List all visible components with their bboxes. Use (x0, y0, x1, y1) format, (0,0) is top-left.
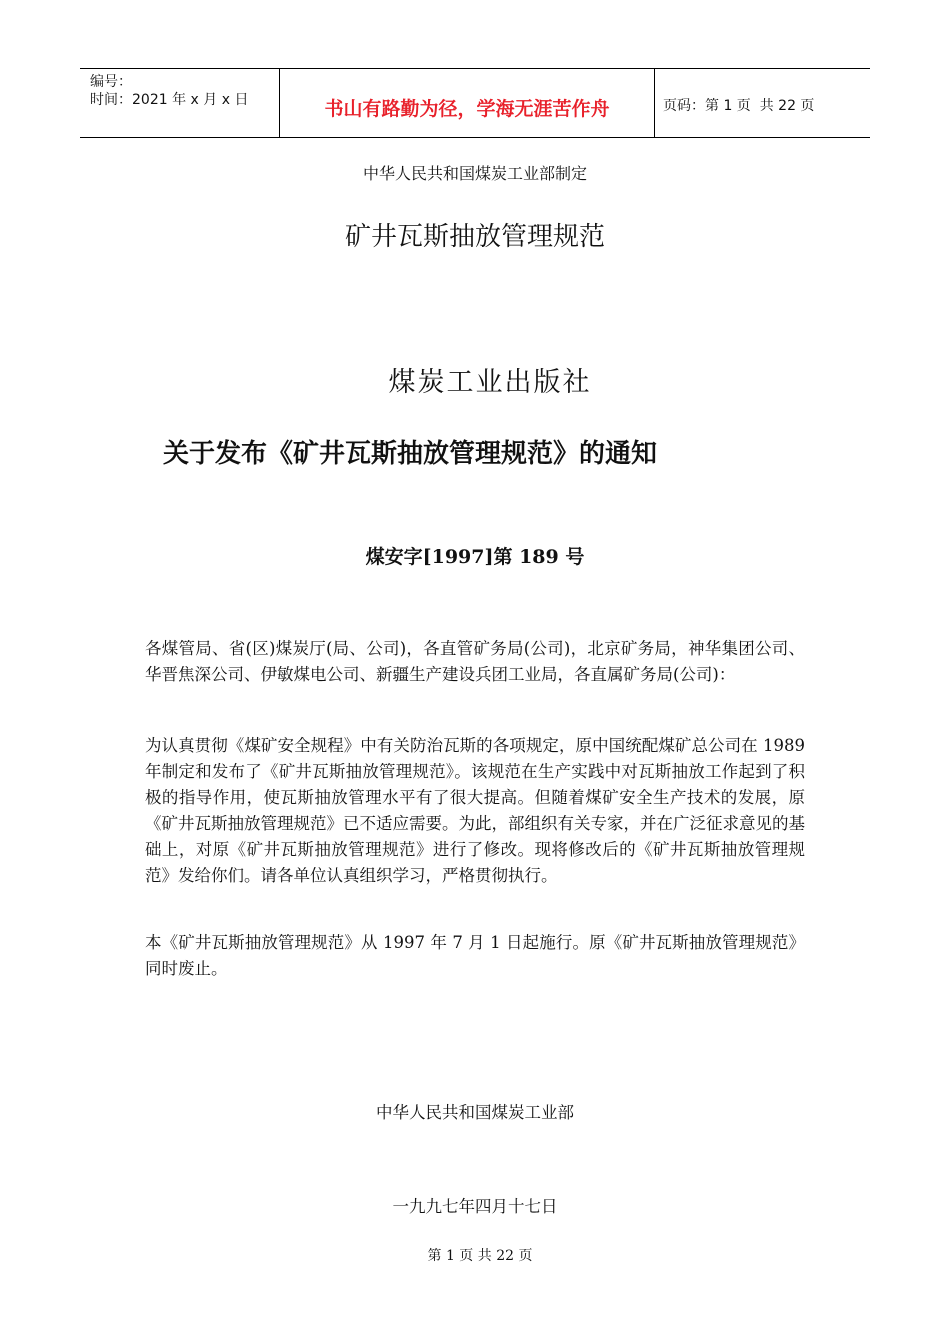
notice-title: 关于发布《矿井瓦斯抽放管理规范》的通知 (163, 439, 658, 469)
signature-date: 一九九七年四月十七日 (392, 1197, 558, 1216)
signature-org: 中华人民共和国煤炭工业部 (376, 1103, 574, 1122)
header-page-info (655, 69, 870, 137)
time-label: 时间：2021 年 x 月 x 日 (90, 92, 249, 108)
issuing-org: 中华人民共和国煤炭工业部制定 (362, 164, 587, 183)
header-meta (80, 69, 280, 137)
paragraph-effective-date: 本《矿井瓦斯抽放管理规范》从 1997 年 7 月 1 日起施行。原《矿井瓦斯抽放管理规范》同时废止。 (145, 933, 805, 978)
page-footer: 第 1 页 共 22 页 (427, 1248, 533, 1264)
document-title: 矿井瓦斯抽放管理规范 (344, 222, 605, 252)
paragraph-addressees: 各煤管局、省(区)煤炭厅(局、公司)，各直管矿务局(公司)，北京矿务局，神华集团公司、华晋焦深公司、伊敏煤电公司、新疆生产建设兵团工业局，各直属矿务局(公司)： (145, 639, 805, 684)
document-number: 煤安字[1997]第 189 号 (365, 546, 585, 568)
number-label: 编号： (90, 74, 132, 90)
page-header (80, 68, 870, 138)
page-label: 页码：第 1 页 共 22 页 (663, 98, 815, 114)
paragraph-body: 为认真贯彻《煤矿安全规程》中有关防治瓦斯的各项规定，原中国统配煤矿总公司在 1989 年制定和发布了《矿井瓦斯抽放管理规范》。该规范在生产实践中对瓦斯抽放工作起到了积极的指导作用，使瓦斯抽放管理水平有了很大提高。但随着煤矿安全生产技术的发展，原《矿井瓦斯抽放管理规范》已不适应需要。为此，部组织有关专家，并在广泛征求意见的基础上，对原《矿井瓦斯抽放管理规范》进行了修改。现将修改后的《矿井瓦斯抽放管理规范》发给你们。请各单位认真组织学习，严格贯彻执行。 (145, 736, 805, 885)
header-motto: 书山有路勤为径，学海无涯苦作舟 (280, 69, 655, 137)
publisher: 煤炭工业出版社 (388, 367, 592, 398)
